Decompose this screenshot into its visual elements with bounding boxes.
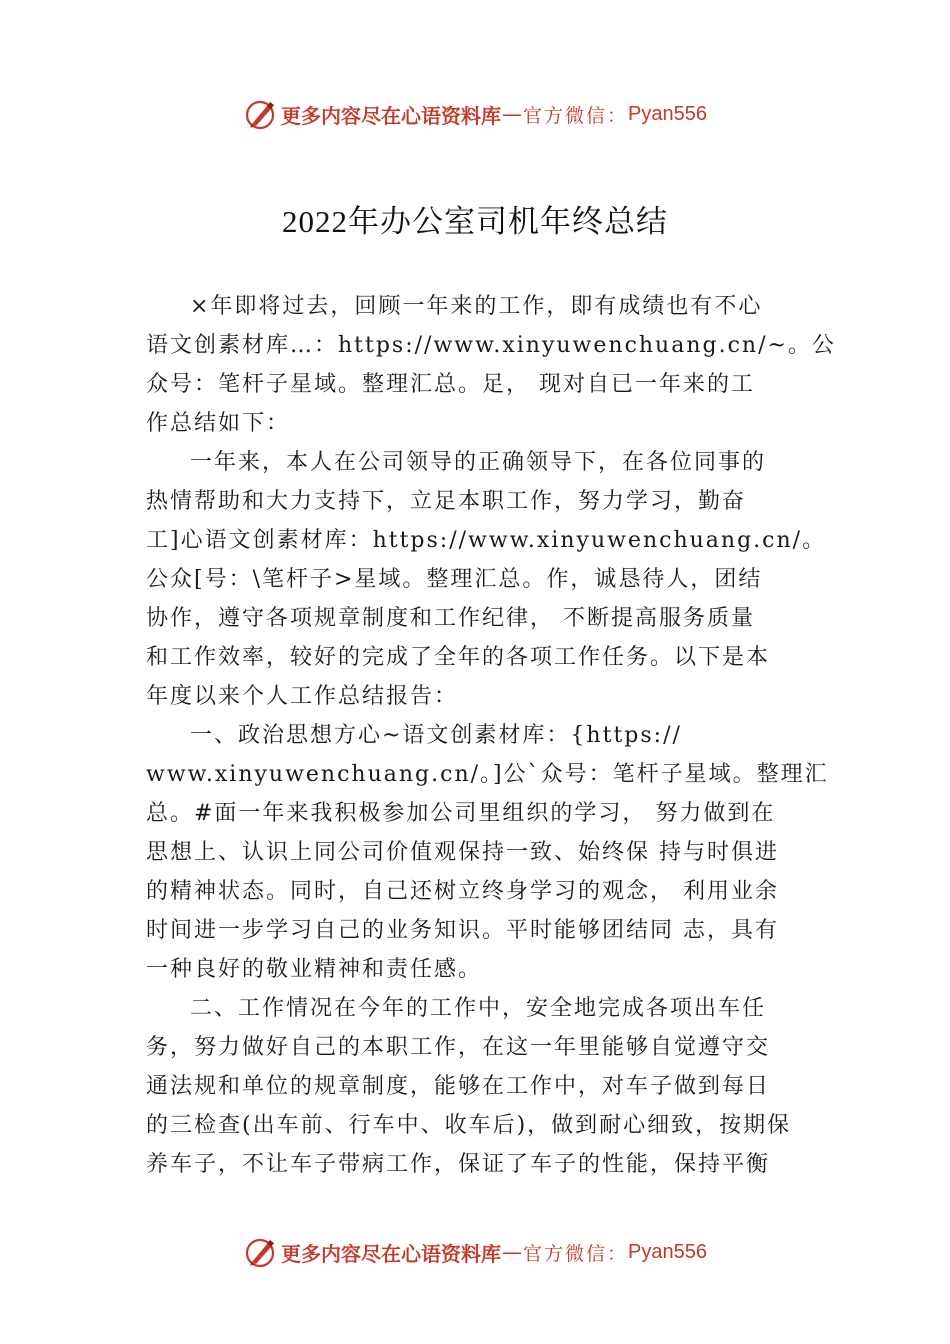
document-title: 2022年办公室司机年终总结: [282, 204, 668, 239]
document-body: [146, 287, 836, 1184]
banner-dash: —: [502, 1240, 522, 1264]
body-line: 一年来，本人在公司领导的正确领导下，在各位同事的: [190, 450, 767, 475]
body-line: ×年即将过去，回顾一年来的工作，即有成绩也有不心: [190, 294, 763, 319]
pen-logo-icon: [243, 1235, 277, 1269]
banner-wechat-label: 官方微信：: [523, 104, 629, 127]
banner-wechat-id: Pyan556: [628, 102, 707, 125]
body-line: 务，努力做好自己的本职工作，在这一年里能够自觉遵守交: [146, 1035, 771, 1060]
body-line: 总。#面一年来我积极参加公司里组织的学习， 努力做到在: [146, 801, 776, 826]
pen-logo-icon: [243, 97, 277, 131]
banner-wechat-id: Pyan556: [628, 1240, 707, 1263]
body-line: 一种良好的敬业精神和责任感。: [146, 957, 483, 982]
body-line: 公众[号：\笔杆子>星域。整理汇总。作，诚恳待人，团结: [146, 567, 763, 592]
body-line: 思想上、认识上同公司价值观保持一致、始终保 持与时俱进: [146, 840, 779, 865]
header-banner: [0, 94, 950, 134]
body-line: 工]心语文创素材库：https://www.xinyuwenchuang.cn/。: [146, 528, 827, 553]
body-line: 通法规和单位的规章制度，能够在工作中，对车子做到每日: [146, 1074, 771, 1099]
body-line: 众号：笔杆子星域。整理汇总。足， 现对自已一年来的工: [146, 372, 755, 397]
body-line: 二、工作情况在今年的工作中，安全地完成各项出车任: [190, 996, 767, 1021]
body-line: 作总结如下：: [146, 411, 291, 436]
body-line: 协作，遵守各项规章制度和工作纪律， 不断提高服务质量: [146, 606, 755, 631]
body-line: 时间进一步学习自己的业务知识。平时能够团结同 志，具有: [146, 918, 779, 943]
banner-main-text: 更多内容尽在心语资料库: [281, 103, 501, 128]
body-line: 一、政治思想方心~语文创素材库：{https://: [190, 723, 682, 748]
footer-banner: [0, 1232, 950, 1272]
body-line: 和工作效率，较好的完成了全年的各项工作任务。以下是本: [146, 645, 771, 670]
body-line: 的三检查(出车前、行车中、收车后)，做到耐心细致，按期保: [146, 1113, 792, 1138]
body-line: 年度以来个人工作总结报告：: [146, 684, 459, 709]
banner-wechat-label: 官方微信：: [523, 1242, 629, 1265]
banner-dash: —: [502, 102, 522, 126]
body-line: 的精神状态。同时，自己还树立终身学习的观念， 利用业余: [146, 879, 779, 904]
body-line: 热情帮助和大力支持下，立足本职工作，努力学习，勤奋: [146, 489, 747, 514]
body-line: 养车子，不让车子带病工作，保证了车子的性能，保持平衡: [146, 1152, 771, 1177]
body-line: www.xinyuwenchuang.cn/。]公`众号：笔杆子星域。整理汇: [146, 762, 829, 787]
banner-main-text: 更多内容尽在心语资料库: [281, 1241, 501, 1266]
body-line: 语文创素材库…：https://www.xinyuwenchuang.cn/~。公: [146, 333, 836, 358]
